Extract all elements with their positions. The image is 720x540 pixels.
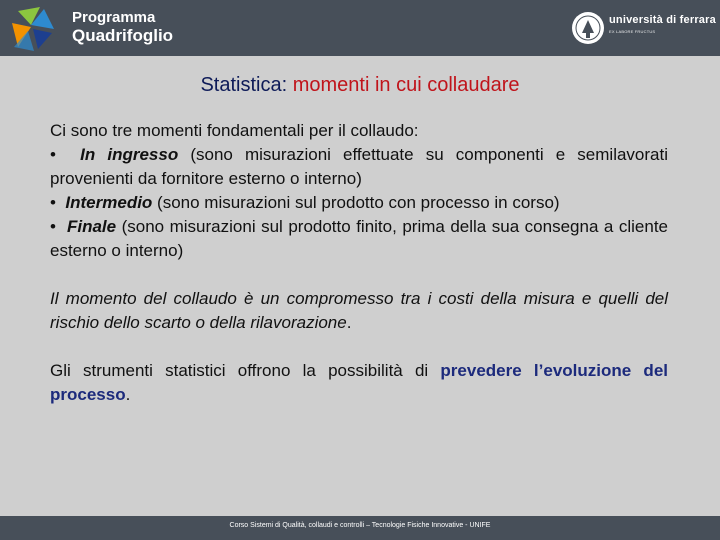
- logo-line-2: Quadrifoglio: [72, 26, 174, 45]
- programma-quadrifoglio-logo-text: [72, 9, 173, 45]
- item-text: (sono misurazioni sul prodotto con processo in corso): [152, 193, 560, 212]
- tools-prefix: Gli strumenti statistici offrono la possibilità di: [50, 361, 441, 380]
- compromise-end: .: [346, 313, 352, 332]
- unife-tagline: EX LABORE FRUCTUS: [609, 29, 656, 34]
- slide-body: [50, 119, 668, 407]
- item-term: Intermedio: [65, 193, 153, 212]
- list-item: [50, 143, 668, 191]
- compromise-text: Il momento del collaudo è un compromesso tra i costi della misura e quelli del rischio dello scarto o della rilavorazione: [50, 289, 668, 332]
- list-item: [50, 215, 668, 263]
- spacer: [50, 263, 668, 287]
- tools-end: .: [125, 385, 131, 404]
- unife-logo-text: [609, 14, 716, 34]
- item-text: (sono misurazioni effettuate su componenti e semilavorati provenienti da fornitore esterno o interno): [50, 145, 669, 188]
- slide-title: [0, 74, 720, 97]
- title-prefix: Statistica:: [200, 74, 288, 96]
- list-item: [50, 191, 668, 215]
- item-text: (sono misurazioni sul prodotto finito, prima della sua consegna a cliente esterno o interno): [50, 217, 669, 260]
- intro-text: Ci sono tre momenti fondamentali per il collaudo:: [50, 121, 419, 140]
- header-bar: [0, 0, 720, 56]
- compromise-paragraph: [50, 287, 668, 335]
- item-term: In ingresso: [80, 145, 179, 164]
- bullet: •: [50, 217, 56, 236]
- unife-name: università di ferrara: [609, 14, 716, 26]
- footer-text: Corso Sistemi di Qualità, collaudi e controlli – Tecnologie Fisiche Innovative - UNIFE: [229, 522, 491, 529]
- item-term: Finale: [66, 217, 117, 236]
- tools-paragraph: [50, 359, 668, 407]
- spacer: [50, 335, 668, 359]
- bullet: •: [50, 145, 56, 164]
- bullet: •: [50, 193, 56, 212]
- unife-seal-icon: [571, 11, 605, 45]
- tools-highlight: prevedere l’evoluzione del processo: [50, 361, 668, 404]
- footer-bar: [0, 516, 720, 540]
- title-accent: momenti in cui collaudare: [292, 74, 520, 96]
- quadrifoglio-logo-icon: [4, 3, 60, 53]
- logo-line-1: Programma: [72, 9, 156, 26]
